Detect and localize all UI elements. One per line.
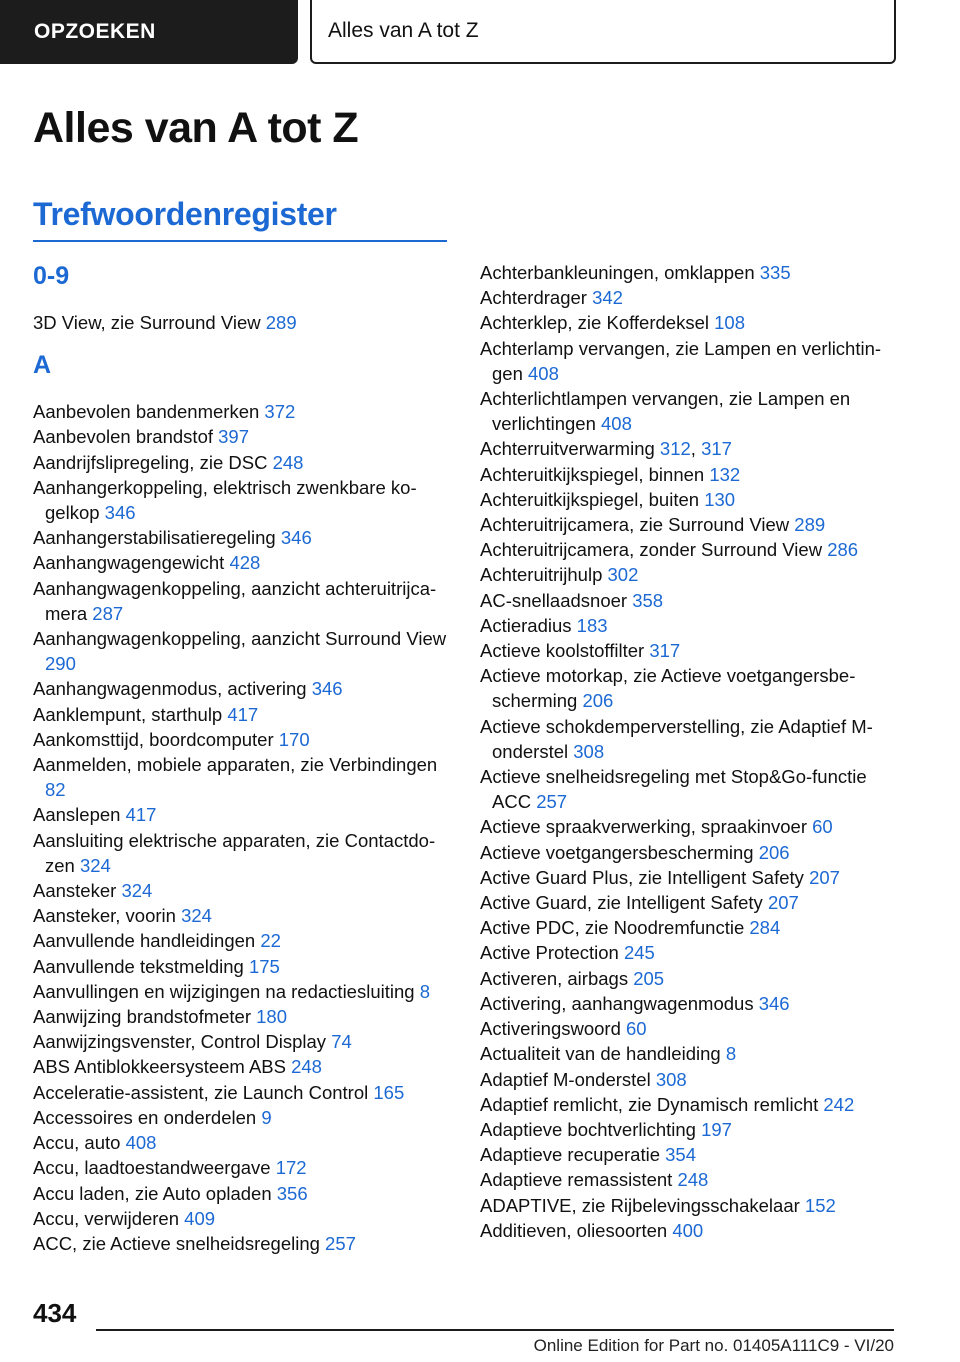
index-entry bbox=[480, 462, 900, 487]
page-ref-link[interactable]: 248 bbox=[272, 451, 304, 473]
index-entry bbox=[33, 450, 453, 475]
index-entry bbox=[33, 954, 453, 979]
index-entry-list bbox=[33, 310, 453, 335]
page-ref-link[interactable]: 245 bbox=[623, 942, 655, 964]
page-ref-link[interactable]: 8 bbox=[725, 1043, 737, 1065]
page-ref-link[interactable]: 197 bbox=[701, 1118, 732, 1140]
page-ref-link[interactable]: 302 bbox=[607, 564, 639, 586]
page-ref-link[interactable]: 22 bbox=[260, 930, 281, 952]
index-entry bbox=[480, 436, 900, 461]
page-ref-link[interactable]: 408 bbox=[601, 413, 632, 435]
page-ref-link[interactable]: 9 bbox=[261, 1106, 272, 1128]
index-entry bbox=[480, 890, 900, 915]
tab-alles-van-a-tot-z[interactable]: Alles van A tot Z bbox=[310, 0, 896, 64]
index-entry-text: Activeringswoord bbox=[480, 1018, 627, 1040]
footer-divider bbox=[96, 1329, 894, 1331]
page-ref-link[interactable]: 342 bbox=[592, 287, 623, 309]
index-entry bbox=[480, 940, 900, 965]
index-entry-text: Aanhangerstabilisatieregeling bbox=[33, 527, 281, 549]
index-entry-text: Achterruitverwarming bbox=[480, 438, 660, 460]
page-ref-link[interactable]: 60 bbox=[812, 816, 833, 838]
page-ref-link[interactable]: 108 bbox=[714, 312, 745, 334]
index-entry-text: Achteruitkijkspiegel, binnen bbox=[480, 463, 710, 485]
page-ref-link[interactable]: 152 bbox=[804, 1194, 836, 1216]
index-entry-text: Active Guard Plus, zie Intelligent Safety bbox=[480, 866, 810, 888]
index-entry-text: Aanhangwagengewicht bbox=[33, 552, 230, 574]
page-ref-link[interactable]: 400 bbox=[672, 1219, 704, 1241]
index-entry-text: Accu, auto bbox=[33, 1132, 126, 1154]
page-ref-link[interactable]: 324 bbox=[79, 854, 111, 876]
index-entry-text: Actieve voetgangersbescherming bbox=[480, 841, 759, 863]
index-column-right bbox=[480, 260, 900, 1243]
index-entry bbox=[33, 1206, 453, 1231]
index-entry-text: Aanklempunt, starthulp bbox=[33, 703, 228, 725]
index-entry bbox=[480, 1092, 900, 1117]
index-entry-text: Actieve snelheidsregeling met Stop&Go-functie ACC bbox=[480, 766, 867, 813]
page-ref-link[interactable]: 248 bbox=[291, 1056, 322, 1078]
index-entry-text: Achteruitrijcamera, zonder Surround View bbox=[480, 539, 828, 561]
page-ref-link[interactable]: 287 bbox=[92, 602, 124, 624]
index-entry bbox=[480, 588, 900, 613]
index-entry bbox=[480, 638, 900, 663]
page-ref-link[interactable]: 130 bbox=[704, 488, 736, 510]
index-entry-text: Aanhangwagenmodus, activering bbox=[33, 678, 312, 700]
index-entry bbox=[480, 1167, 900, 1192]
index-entry-text: Achteruitrijhulp bbox=[480, 564, 608, 586]
index-entry bbox=[480, 386, 900, 436]
index-entry bbox=[33, 399, 453, 424]
page-ref-link[interactable]: 175 bbox=[248, 955, 280, 977]
index-entry-text: Actieve koolstoffilter bbox=[480, 640, 650, 662]
letter-heading: A bbox=[33, 351, 52, 380]
index-entry bbox=[33, 1181, 453, 1206]
page-ref-link[interactable]: 324 bbox=[181, 905, 212, 927]
index-entry bbox=[480, 814, 900, 839]
index-entry bbox=[33, 1231, 453, 1256]
heading-spacer bbox=[33, 298, 453, 310]
page-ref-link[interactable]: 206 bbox=[758, 841, 790, 863]
index-entry-text: Aanwijzing brandstofmeter bbox=[33, 1006, 257, 1028]
page-ref-link[interactable]: 165 bbox=[373, 1081, 405, 1103]
page-ref-link[interactable]: 308 bbox=[573, 740, 605, 762]
page-ref-link[interactable]: 8 bbox=[419, 980, 430, 1002]
index-entry-text: Activeren, airbags bbox=[480, 967, 634, 989]
page-ref-link[interactable]: 346 bbox=[104, 502, 136, 524]
page-ref-link[interactable]: 417 bbox=[227, 703, 259, 725]
header-bar bbox=[0, 0, 960, 66]
index-entry-text: Aansluiting elektrische apparaten, zie Contactdozen bbox=[33, 829, 436, 876]
index-entry bbox=[480, 915, 900, 940]
page-ref-link[interactable]: 346 bbox=[280, 527, 312, 549]
index-entry-text: Accu, laadtoestandweergave bbox=[33, 1157, 276, 1179]
page-ref-link[interactable]: 60 bbox=[626, 1018, 647, 1040]
letter-heading: 0-9 bbox=[33, 262, 70, 290]
page-ref-link[interactable]: 408 bbox=[528, 362, 559, 384]
index-entry bbox=[480, 966, 900, 991]
index-entry bbox=[33, 1105, 453, 1130]
index-entry-text: Active Guard, zie Intelligent Safety bbox=[480, 892, 768, 914]
page-ref-link[interactable]: 409 bbox=[184, 1207, 216, 1229]
page-ref-separator: , bbox=[690, 438, 702, 460]
index-entry bbox=[33, 1029, 453, 1054]
page-ref-link[interactable]: 356 bbox=[276, 1182, 308, 1204]
index-entry-text: Achteruitkijkspiegel, buiten bbox=[480, 488, 705, 510]
index-entry-text: Achteruitrijcamera, zie Surround View bbox=[480, 514, 795, 536]
index-entry bbox=[33, 475, 453, 525]
index-entry bbox=[480, 1142, 900, 1167]
index-entry bbox=[480, 1193, 900, 1218]
index-entry-text: AC-snellaadsnoer bbox=[480, 589, 633, 611]
index-entry-text: Accu laden, zie Auto opladen bbox=[33, 1182, 277, 1204]
page-ref-link[interactable]: 317 bbox=[649, 640, 681, 662]
heading-spacer bbox=[33, 387, 453, 399]
index-entry bbox=[33, 525, 453, 550]
index-entry bbox=[480, 260, 900, 285]
index-entry bbox=[480, 663, 900, 713]
page-ref-link[interactable]: 397 bbox=[218, 426, 250, 448]
index-entry-text: Aansteker, voorin bbox=[33, 905, 182, 927]
page-ref-link[interactable]: 248 bbox=[677, 1169, 709, 1191]
index-entry bbox=[33, 979, 453, 1004]
index-entry-text: Aanhangwagenkoppeling, aanzicht achteruitrijcamera bbox=[33, 577, 437, 624]
index-entry bbox=[480, 512, 900, 537]
index-entry-text: Actieradius bbox=[480, 614, 577, 636]
index-entry bbox=[33, 702, 453, 727]
page-ref-link[interactable]: 312 bbox=[659, 438, 691, 460]
index-entry-text: ADAPTIVE, zie Rijbelevingsschakelaar bbox=[480, 1194, 805, 1216]
page-ref-link[interactable]: 286 bbox=[827, 539, 859, 561]
index-entry-text: Adaptieve remassistent bbox=[480, 1169, 678, 1191]
index-entry bbox=[33, 727, 453, 752]
index-entry bbox=[33, 626, 453, 676]
page-ref-link[interactable]: 324 bbox=[121, 880, 153, 902]
page-ref-link[interactable]: 289 bbox=[265, 312, 297, 333]
index-entry-text: Aansteker bbox=[33, 880, 122, 902]
index-entry bbox=[480, 285, 900, 310]
index-entry bbox=[33, 424, 453, 449]
index-entry bbox=[33, 1054, 453, 1079]
index-entry-text: Adaptieve bochtverlichting bbox=[480, 1118, 702, 1140]
index-entry bbox=[33, 1004, 453, 1029]
index-entry bbox=[33, 903, 453, 928]
page-ref-link[interactable]: 172 bbox=[275, 1157, 307, 1179]
index-entry bbox=[480, 1117, 900, 1142]
page-ref-link[interactable]: 257 bbox=[536, 791, 568, 813]
page-ref-link[interactable]: 242 bbox=[823, 1093, 855, 1115]
index-entry-text: Actualiteit van de handleiding bbox=[480, 1043, 726, 1065]
index-entry-text: Adaptief M-onderstel bbox=[480, 1068, 656, 1090]
index-entry bbox=[480, 1041, 900, 1066]
index-entry-text: Adaptief remlicht, zie Dynamisch remlicht bbox=[480, 1093, 824, 1115]
index-entry-text: Achterklep, zie Kofferdeksel bbox=[480, 312, 715, 334]
index-entry-text: Active PDC, zie Noodremfunctie bbox=[480, 917, 750, 939]
page-ref-link[interactable]: 335 bbox=[759, 262, 791, 283]
index-entry bbox=[480, 613, 900, 638]
index-entry bbox=[480, 1016, 900, 1041]
index-entry bbox=[33, 550, 453, 575]
page-ref-link[interactable]: 289 bbox=[794, 514, 826, 536]
index-entry-text: ACC, zie Actieve snelheidsregeling bbox=[33, 1232, 326, 1254]
index-entry-text: Aankomsttijd, boordcomputer bbox=[33, 728, 279, 750]
index-entry-text: 3D View, zie Surround View bbox=[33, 312, 266, 333]
index-entry-text: ABS Antiblokkeersysteem ABS bbox=[33, 1056, 292, 1078]
section-divider bbox=[33, 240, 447, 242]
index-entry-text: Aanslepen bbox=[33, 804, 126, 826]
page-ref-link[interactable]: 428 bbox=[229, 552, 261, 574]
index-entry-text: Achterlichtlampen vervangen, zie Lampen en verlichtingen bbox=[480, 388, 851, 435]
page-number: 434 bbox=[33, 1298, 77, 1328]
index-entry bbox=[480, 865, 900, 890]
page-ref-link[interactable]: 372 bbox=[264, 401, 296, 423]
page-ref-link[interactable]: 206 bbox=[582, 690, 614, 712]
index-entry-text: Aandrijfslipregeling, zie DSC bbox=[33, 451, 273, 473]
page-ref-link[interactable]: 346 bbox=[758, 992, 790, 1014]
index-entry-text: Accessoires en onderdelen bbox=[33, 1106, 262, 1128]
index-entry bbox=[33, 878, 453, 903]
index-entry bbox=[33, 752, 453, 802]
page-ref-link[interactable]: 180 bbox=[256, 1006, 288, 1028]
index-entry bbox=[33, 576, 453, 626]
index-column-left bbox=[33, 258, 453, 1256]
index-entry-list bbox=[33, 399, 453, 1256]
page-ref-link[interactable]: 170 bbox=[278, 728, 310, 750]
index-entry bbox=[33, 928, 453, 953]
index-entry-text: Actieve schokdemperverstelling, zie Adaptief M-onderstel bbox=[480, 715, 873, 762]
page-ref-link[interactable]: 308 bbox=[655, 1068, 687, 1090]
index-entry bbox=[480, 714, 900, 764]
page-ref-link[interactable]: 358 bbox=[632, 589, 664, 611]
index-entry bbox=[33, 1155, 453, 1180]
index-entry bbox=[480, 487, 900, 512]
index-entry-text: Aanwijzingsvenster, Control Display bbox=[33, 1031, 332, 1053]
page-title: Alles van A tot Z bbox=[33, 104, 359, 152]
index-entry-text: Aanvullende tekstmelding bbox=[33, 955, 249, 977]
index-entry bbox=[33, 828, 453, 878]
index-entry bbox=[480, 310, 900, 335]
index-entry bbox=[33, 1130, 453, 1155]
page-ref-link[interactable]: 183 bbox=[576, 614, 608, 636]
index-entry bbox=[33, 676, 453, 701]
index-entry-text: Aanbevolen bandenmerken bbox=[33, 401, 265, 423]
index-entry-text: Aanbevolen brandstof bbox=[33, 426, 219, 448]
index-entry bbox=[480, 1067, 900, 1092]
index-entry-text: Accu, verwijderen bbox=[33, 1207, 185, 1229]
page-ref-link[interactable]: 205 bbox=[633, 967, 665, 989]
page-ref-link[interactable]: 207 bbox=[767, 892, 799, 914]
page-ref-link[interactable]: 257 bbox=[325, 1232, 356, 1254]
index-entry-text: Achterlamp vervangen, zie Lampen en verlichtingen bbox=[480, 337, 882, 384]
index-entry-text: Achterdrager bbox=[480, 287, 593, 309]
page-ref-link[interactable]: 346 bbox=[311, 678, 343, 700]
index-entry-text: Actieve spraakverwerking, spraakinvoer bbox=[480, 816, 813, 838]
index-entry-text: Adaptieve recuperatie bbox=[480, 1144, 666, 1166]
index-entry bbox=[33, 310, 453, 335]
page-ref-link[interactable]: 82 bbox=[45, 779, 66, 801]
page-ref-link[interactable]: 408 bbox=[125, 1132, 157, 1154]
index-entry-text: Aanhangerkoppeling, elektrisch zwenkbare kogelkop bbox=[33, 476, 417, 524]
index-entry-text: Acceleratie-assistent, zie Launch Control bbox=[33, 1081, 374, 1103]
section-title: Trefwoordenregister bbox=[33, 196, 337, 232]
index-entry bbox=[480, 764, 900, 814]
page-ref-link[interactable]: 207 bbox=[809, 866, 840, 888]
edition-note: Online Edition for Part no. 01405A111C9 - VI/20 bbox=[533, 1336, 894, 1355]
page-ref-link[interactable]: 354 bbox=[665, 1144, 696, 1166]
index-entry-text: Activering, aanhangwagenmodus bbox=[480, 992, 759, 1014]
index-entry bbox=[480, 336, 900, 386]
index-entry-text: Aanhangwagenkoppeling, aanzicht Surround View bbox=[33, 628, 447, 650]
index-entry-text: Additieven, oliesoorten bbox=[480, 1219, 673, 1241]
index-entry bbox=[33, 802, 453, 827]
index-entry-text: Aanmelden, mobiele apparaten, zie Verbindingen bbox=[33, 754, 438, 776]
index-entry bbox=[480, 840, 900, 865]
index-entry-text: Active Protection bbox=[480, 942, 624, 964]
group-spacer bbox=[33, 335, 453, 347]
tab-opzoeken[interactable]: OPZOEKEN bbox=[0, 0, 298, 64]
index-entry bbox=[480, 991, 900, 1016]
index-entry-text: Aanvullingen en wijzigingen na redactiesluiting bbox=[33, 980, 420, 1002]
index-entry bbox=[33, 1080, 453, 1105]
page-ref-link[interactable]: 317 bbox=[701, 438, 732, 460]
index-entry bbox=[480, 1218, 900, 1243]
index-entry-list bbox=[480, 260, 900, 1243]
index-entry bbox=[480, 562, 900, 587]
page-ref-link[interactable]: 290 bbox=[45, 653, 76, 675]
index-entry bbox=[480, 537, 900, 562]
page-ref-link[interactable]: 132 bbox=[709, 463, 741, 485]
page-ref-link[interactable]: 284 bbox=[749, 917, 781, 939]
page-ref-link[interactable]: 417 bbox=[125, 804, 157, 826]
index-entry-text: Achterbankleuningen, omklappen bbox=[480, 262, 760, 283]
index-entry-text: Aanvullende handleidingen bbox=[33, 930, 261, 952]
page-ref-link[interactable]: 74 bbox=[331, 1031, 352, 1053]
index-entry-text: Actieve motorkap, zie Actieve voetgangersbescherming bbox=[480, 665, 856, 712]
